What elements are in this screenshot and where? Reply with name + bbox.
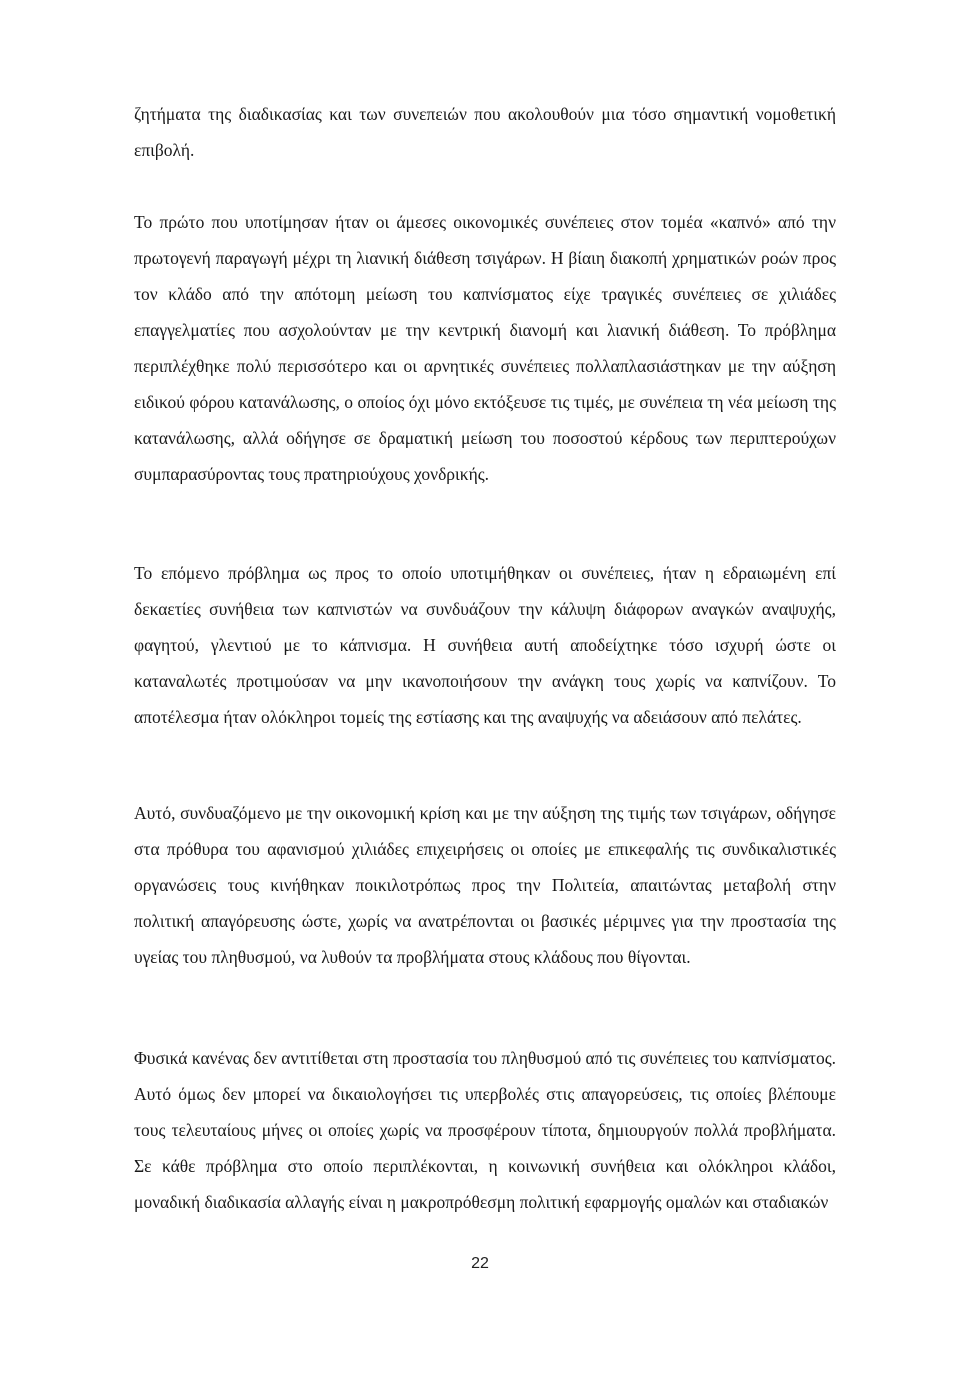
- paragraph-crisis: Αυτό, συνδυαζόμενο με την οικονομική κρίση και με την αύξηση της τιμής των τσιγάρων, οδήγησε στα πρόθυρα του αφανισμού χιλιάδες επιχειρήσεις οι οποίες με επικεφαλής τις συνδικαλιστικές οργανώσεις τους κινήθηκαν ποικιλοτρόπως προς την Πολιτεία, απαιτώντας μεταβολή στην πολιτική απαγόρευσης ώστε, χωρίς να ανατρέπονται οι βασικές μέριμνες για την προστασία της υγείας του πληθυσμού, να λυθούν τα προβλήματα στους κλάδους που θίγονται.: [134, 803, 836, 967]
- paragraph-protection: Φυσικά κανένας δεν αντιτίθεται στη προστασία του πληθυσμού από τις συνέπειες του καπνίσματος. Αυτό όμως δεν μπορεί να δικαιολογήσει τις υπερβολές στις απαγορεύσεις, τις οποίες βλέπουμε τους τελευταίους μήνες οι οποίες χωρίς να προσφέρουν τίποτα, δημιουργούν πολλά προβλήματα. Σε κάθε πρόβλημα στο οποίο περιπλέκονται, η κοινωνική συνήθεια και ολόκληροι κλάδοι, μοναδική διαδικασία αλλαγής είναι η μακροπρόθεσμη πολιτική εφαρμογής ομαλών και σταδιακών: [134, 1048, 836, 1212]
- paragraph-continuation: ζητήματα της διαδικασίας και των συνεπειών που ακολουθούν μια τόσο σημαντική νομοθετική επιβολή.: [134, 104, 836, 160]
- paragraph-habits: Το επόμενο πρόβλημα ως προς το οποίο υποτιμήθηκαν οι συνέπειες, ήταν η εδραιωμένη επί δεκαετίες συνήθεια των καπνιστών να συνδυάζουν την κάλυψη διάφορων αναγκών αναψυχής, φαγητού, γλεντιού με το κάπνισμα. Η συνήθεια αυτή αποδείχτηκε τόσο ισχυρή ώστε οι καταναλωτές προτιμούσαν να μην ικανοποιήσουν την ανάγκη τους χωρίς να καπνίζουν. Το αποτέλεσμα ήταν ολόκληροι τομείς της εστίασης και της αναψυχής να αδειάσουν από πελάτες.: [134, 563, 836, 727]
- paragraph-economic-consequences: Το πρώτο που υποτίμησαν ήταν οι άμεσες οικονομικές συνέπειες στον τομέα «καπνό» από την πρωτογενή παραγωγή μέχρι τη λιανική διάθεση τσιγάρων. Η βίαιη διακοπή χρηματικών ροών προς τον κλάδο από την απότομη μείωση του καπνίσματος είχε τραγικές συνέπειες σε χιλιάδες επαγγελματίες που ασχολούνταν με την κεντρική διανομή και λιανική διάθεση. Το πρόβλημα περιπλέχθηκε πολύ περισσότερο και οι αρνητικές συνέπειες πολλαπλασιάστηκαν με την αύξηση ειδικού φόρου κατανάλωσης, ο οποίος όχι μόνο εκτόξευσε τις τιμές, με συνέπεια τη νέα μείωση της κατανάλωσης, αλλά οδήγησε σε δραματική μείωση του ποσοστού κέρδους των περιπτερούχων συμπαρασύροντας τους πρατηριούχους χονδρικής.: [134, 212, 836, 484]
- page-number: 22: [471, 1255, 489, 1272]
